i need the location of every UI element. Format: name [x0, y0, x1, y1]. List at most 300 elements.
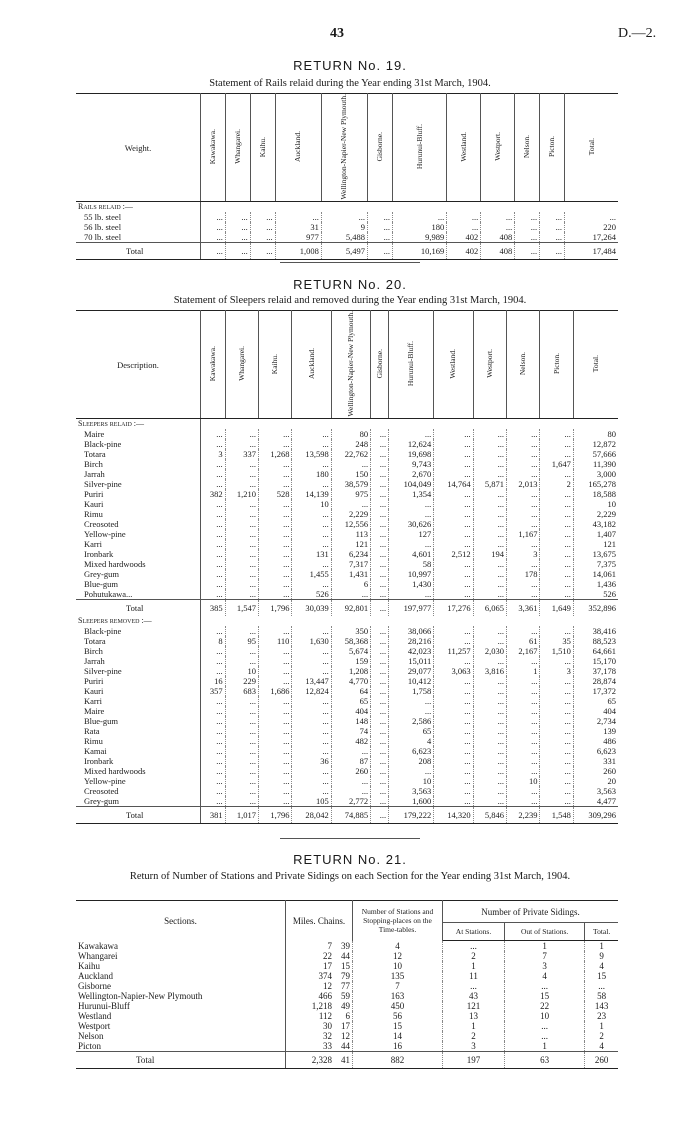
table-cell: ... [225, 549, 258, 559]
return-20-subtitle: Statement of Sleepers relaid and removed during the Year ending 31st March, 1904. [173, 295, 527, 306]
table-cell: ... [473, 766, 506, 776]
table-cell: ... [225, 796, 258, 807]
total-cell: 1 [599, 1021, 604, 1031]
table-cell: ... [225, 746, 258, 756]
table-row [76, 716, 618, 726]
table-cell: ... [434, 626, 473, 636]
table-cell: 28,216 [389, 636, 434, 646]
chains-value: 59 [341, 991, 350, 1001]
table-cell: 17,372 [592, 686, 616, 697]
table-cell: ... [540, 626, 573, 636]
table-cell: 7,375 [596, 559, 616, 570]
table-cell: 2,229 [331, 509, 370, 519]
table-cell: 12,824 [292, 686, 331, 696]
section-name: Kaihu [76, 961, 286, 971]
table-cell: ... [507, 726, 540, 736]
column-header-label: Total. [590, 355, 600, 373]
table-cell: ... [434, 439, 473, 449]
table-cell: 17,276 [434, 600, 473, 617]
column-header-label: Whangarei. [232, 129, 242, 165]
table-cell: 31 [275, 222, 321, 232]
table-cell: ... [515, 222, 540, 232]
empty-cell [507, 419, 540, 430]
table-cell: ... [434, 756, 473, 766]
table-cell: 4 [389, 736, 434, 746]
table-row [76, 549, 618, 559]
total-cell: 58 [597, 991, 607, 1001]
column-header [225, 94, 250, 202]
table-cell: ... [201, 529, 226, 539]
table-cell: 5,497 [321, 243, 367, 260]
table-cell: ... [540, 776, 573, 786]
table-row [76, 726, 618, 736]
table-cell: ... [371, 746, 389, 756]
empty-cell [331, 616, 370, 626]
chains-value: 77 [341, 981, 350, 991]
table-cell: ... [371, 589, 389, 600]
table-cell: ... [473, 469, 506, 479]
table-cell: ... [473, 736, 506, 746]
table-cell: ... [201, 776, 226, 786]
column-header-label: Westland. [458, 131, 468, 162]
table-cell: ... [371, 479, 389, 489]
table-cell: 22,762 [331, 449, 370, 459]
table-cell: ... [292, 509, 331, 519]
table-cell: ... [473, 716, 506, 726]
table-cell: ... [540, 786, 573, 796]
miles-value: 33 [323, 1041, 332, 1051]
table-cell: ... [259, 509, 292, 519]
table-cell: ... [259, 469, 292, 479]
table-cell: ... [540, 449, 573, 459]
empty-cell [225, 202, 250, 213]
table-cell: 2,734 [596, 716, 616, 727]
total-cell: ... [598, 981, 605, 991]
table-cell: ... [225, 479, 258, 489]
table-cell: ... [371, 696, 389, 706]
table-cell: 15,011 [389, 656, 434, 666]
table-cell: ... [259, 716, 292, 726]
table-cell: ... [540, 509, 573, 519]
table-cell: ... [259, 726, 292, 736]
table-cell: ... [371, 459, 389, 469]
table-cell: 1,436 [596, 579, 616, 590]
table-cell: ... [507, 449, 540, 459]
miles-value: 2,328 [311, 1055, 332, 1065]
column-header-label: Picton. [551, 353, 561, 375]
table-cell: 1,686 [259, 686, 292, 696]
table-cell: ... [371, 726, 389, 736]
table-cell: ... [371, 706, 389, 716]
table-cell: 381 [201, 807, 226, 824]
table-cell: ... [389, 539, 434, 549]
table-cell: 12,872 [592, 439, 616, 450]
row-label: Ironbark [76, 756, 201, 766]
table-cell: ... [225, 243, 250, 260]
row-label: Total [76, 243, 201, 260]
sleepers-relaid-section [76, 419, 618, 430]
table-cell: ... [225, 579, 258, 589]
miles-value: 30 [323, 1021, 332, 1031]
table-row [76, 489, 618, 499]
empty-cell [434, 419, 473, 430]
column-header [321, 94, 367, 202]
table-row [76, 941, 618, 952]
out-cell: ... [505, 1021, 585, 1031]
stations-cell: 4 [353, 941, 443, 952]
table-cell: 159 [331, 656, 370, 666]
table-cell: 80 [607, 429, 616, 440]
table-cell: 3,563 [596, 786, 616, 797]
row-label: Black-pine [76, 626, 201, 636]
table-cell: ... [292, 726, 331, 736]
section-name: Gisborne [76, 981, 286, 991]
table-cell: 3 [507, 549, 540, 559]
total-cell: 23 [597, 1011, 607, 1021]
table-cell: ... [434, 726, 473, 736]
section-name: Nelson [76, 1031, 286, 1041]
row-label: Puriri [76, 489, 201, 499]
table-cell: ... [225, 656, 258, 666]
row-label: 56 lb. steel [76, 222, 201, 232]
at-cell: 3 [443, 1041, 505, 1052]
table-cell: ... [225, 696, 258, 706]
table-cell: 4,601 [389, 549, 434, 559]
chains-value: 6 [345, 1011, 350, 1021]
table-cell: 6,623 [389, 746, 434, 756]
column-header [434, 311, 473, 419]
table-cell: 248 [331, 439, 370, 449]
table-cell: ... [371, 519, 389, 529]
table-cell: ... [331, 746, 370, 756]
table-row [76, 212, 618, 222]
table-cell: ... [507, 589, 540, 600]
table-row [76, 449, 618, 459]
table-cell: 6,623 [596, 746, 616, 757]
table-cell: ... [473, 459, 506, 469]
row-label: Maire [76, 706, 201, 716]
table-cell: ... [371, 736, 389, 746]
table-cell: ... [259, 549, 292, 559]
table-cell: ... [481, 222, 515, 232]
table-cell: 2,239 [507, 807, 540, 824]
empty-cell [434, 616, 473, 626]
table-cell: 208 [389, 756, 434, 766]
empty-cell [371, 419, 389, 430]
column-header-label: Wellington-Napier-New Plymouth. [345, 311, 355, 417]
table-cell: 2,030 [473, 646, 506, 656]
table-cell: ... [201, 589, 226, 600]
table-cell: ... [507, 539, 540, 549]
empty-cell [225, 419, 258, 430]
table-cell: ... [507, 626, 540, 636]
table-cell: ... [259, 646, 292, 656]
total-cell: 4 [599, 1041, 604, 1051]
table-cell: ... [447, 212, 481, 222]
table-cell: 683 [225, 686, 258, 696]
table-cell: ... [292, 626, 331, 636]
table-cell: ... [201, 429, 226, 439]
table-cell: ... [225, 232, 250, 243]
table-cell: ... [259, 439, 292, 449]
table-cell: 482 [331, 736, 370, 746]
table-cell: ... [473, 696, 506, 706]
row-label: Rata [76, 726, 201, 736]
table-cell: ... [331, 786, 370, 796]
table-row [76, 439, 618, 449]
table-cell: ... [540, 579, 573, 589]
table-cell: 80 [331, 429, 370, 439]
at-cell: ... [443, 981, 505, 991]
table-cell: ... [371, 807, 389, 824]
table-row [76, 766, 618, 776]
row-label: Karri [76, 696, 201, 706]
table-cell: ... [292, 736, 331, 746]
table-cell: 194 [473, 549, 506, 559]
row-label: Black-pine [76, 439, 201, 449]
table-cell: ... [201, 646, 226, 656]
out-cell: 63 [505, 1052, 585, 1069]
total-cell: 260 [585, 1052, 618, 1069]
miles-chains-cell [286, 971, 353, 981]
table-cell: 408 [481, 243, 515, 260]
table-cell: ... [473, 626, 506, 636]
table-cell: ... [507, 716, 540, 726]
table-cell: ... [201, 222, 226, 232]
table-cell: ... [225, 222, 250, 232]
table-cell: ... [507, 579, 540, 589]
table-cell: 3,816 [473, 666, 506, 676]
table-cell: ... [540, 559, 573, 569]
row-label: Birch [76, 646, 201, 656]
table-cell: ... [507, 766, 540, 776]
table-cell: ... [259, 529, 292, 539]
table-cell: ... [201, 459, 226, 469]
empty-cell [473, 616, 506, 626]
table-cell: ... [259, 479, 292, 489]
stations-cell: 7 [353, 981, 443, 991]
empty-cell [507, 616, 540, 626]
table-cell: ... [507, 459, 540, 469]
table-cell: 260 [331, 766, 370, 776]
table-cell: 104,049 [389, 479, 434, 489]
column-header-label: Total. [586, 138, 596, 156]
table-cell: 229 [225, 676, 258, 686]
at-cell: 43 [443, 991, 505, 1001]
table-row [76, 1001, 618, 1011]
column-header-label: Hurunui-Bluff. [414, 124, 424, 170]
column-header [292, 311, 331, 419]
table-cell: ... [201, 469, 226, 479]
table-cell: ... [371, 636, 389, 646]
table-cell: ... [259, 589, 292, 600]
row-label: Mixed hardwoods [76, 766, 201, 776]
table-cell: ... [225, 766, 258, 776]
out-cell: 1 [505, 941, 585, 952]
table-cell: 14,061 [592, 569, 616, 580]
table-cell: ... [201, 626, 226, 636]
table-cell: 10,169 [392, 243, 446, 260]
table-cell: ... [371, 489, 389, 499]
miles-value: 112 [318, 1011, 332, 1021]
return-20-title: RETURN No. 20. [293, 277, 407, 292]
table-cell: 357 [201, 686, 226, 696]
sections-header: Sections. [76, 901, 286, 941]
table-cell: 385 [201, 600, 226, 617]
table-cell: ... [292, 539, 331, 549]
table-cell: 2,772 [331, 796, 370, 807]
table-cell: ... [201, 569, 226, 579]
description-header: Description. [76, 311, 201, 419]
table-cell: ... [540, 499, 573, 509]
empty-cell [481, 202, 515, 213]
table-cell: ... [331, 776, 370, 786]
table-cell: 74 [331, 726, 370, 736]
column-header-label: Kaihu. [257, 136, 267, 157]
miles-chains-cell [286, 1031, 353, 1041]
return-19-title: RETURN No. 19. [293, 58, 407, 73]
table-row [76, 646, 618, 656]
total-row [76, 243, 618, 260]
table-cell: ... [434, 529, 473, 539]
table-cell: 10,997 [389, 569, 434, 579]
table-row [76, 666, 618, 676]
table-cell: 65 [331, 696, 370, 706]
table-cell: ... [540, 796, 573, 807]
table-cell: 2,670 [389, 469, 434, 479]
table-cell: ... [201, 479, 226, 489]
column-header [201, 311, 226, 419]
table-cell: 148 [331, 716, 370, 726]
total-row [76, 600, 618, 617]
table-cell: ... [225, 646, 258, 656]
table-cell: 3,563 [389, 786, 434, 796]
table-cell: ... [201, 796, 226, 807]
return-19-table [76, 93, 618, 260]
document-reference: D.—2. [618, 26, 657, 41]
table-cell: ... [389, 766, 434, 776]
table-cell: ... [389, 429, 434, 439]
table-cell: 165,278 [588, 479, 616, 490]
row-label: Birch [76, 459, 201, 469]
empty-cell [389, 616, 434, 626]
table-cell: ... [259, 569, 292, 579]
empty-cell [259, 616, 292, 626]
table-cell: ... [507, 706, 540, 716]
table-cell: ... [540, 756, 573, 766]
column-header-label: Picton. [547, 136, 557, 158]
row-label: Maire [76, 429, 201, 439]
table-cell: 486 [603, 736, 616, 747]
table-row [76, 696, 618, 706]
table-cell: 1,758 [389, 686, 434, 696]
divider [280, 262, 420, 263]
row-label: Kauri [76, 686, 201, 696]
chains-value: 41 [341, 1055, 350, 1065]
table-cell: 7,317 [331, 559, 370, 569]
miles-value: 374 [318, 971, 332, 981]
table-cell: ... [473, 786, 506, 796]
table-cell: ... [540, 766, 573, 776]
table-row [76, 796, 618, 807]
column-header [259, 311, 292, 419]
return-21-subtitle: Return of Number of Stations and Private Sidings on each Section for the Year ending 31st March, 1904. [129, 871, 571, 882]
table-cell: ... [368, 232, 393, 243]
table-cell: ... [201, 509, 226, 519]
table-cell: 197,977 [389, 600, 434, 617]
table-cell: ... [371, 529, 389, 539]
table-cell: ... [250, 222, 275, 232]
table-cell: 180 [292, 469, 331, 479]
miles-value: 32 [323, 1031, 332, 1041]
table-row [76, 626, 618, 636]
total-cell: 143 [594, 1001, 609, 1011]
column-header-label: Wellington-Napier-New Plymouth. [339, 94, 349, 200]
row-label: Totara [76, 636, 201, 646]
table-cell: ... [392, 212, 446, 222]
table-cell: 58,368 [331, 636, 370, 646]
at-cell: 11 [443, 971, 505, 981]
table-cell: 65 [389, 726, 434, 736]
row-label: Kauri [76, 499, 201, 509]
table-cell: ... [259, 766, 292, 776]
rails-relaid-section [76, 202, 618, 213]
table-cell: ... [434, 509, 473, 519]
table-cell: 5,674 [331, 646, 370, 656]
miles-chains-cell [286, 961, 353, 971]
table-cell: ... [259, 539, 292, 549]
table-cell: 179,222 [389, 807, 434, 824]
chains-value: 79 [341, 971, 350, 981]
table-cell: 1,548 [540, 807, 573, 824]
table-cell: ... [540, 686, 573, 696]
table-cell: ... [371, 776, 389, 786]
out-cell: 15 [505, 991, 585, 1001]
table-cell: ... [371, 766, 389, 776]
table-cell: 64,661 [592, 646, 616, 657]
table-cell: ... [292, 656, 331, 666]
table-cell: ... [225, 499, 258, 509]
table-cell: 14,139 [292, 489, 331, 499]
table-cell: ... [371, 509, 389, 519]
table-cell: 29,077 [389, 666, 434, 676]
table-cell: 36 [292, 756, 331, 766]
table-cell: ... [507, 559, 540, 569]
table-cell: 1,354 [389, 489, 434, 499]
sleepers-removed-section [76, 616, 618, 626]
table-cell: ... [434, 736, 473, 746]
table-cell: ... [259, 796, 292, 807]
table-cell: ... [473, 746, 506, 756]
table-cell: ... [473, 489, 506, 499]
table-cell: 180 [392, 222, 446, 232]
table-cell: ... [434, 499, 473, 509]
table-cell: ... [540, 232, 565, 243]
table-cell: 382 [201, 489, 226, 499]
empty-cell [368, 202, 393, 213]
table-cell: ... [473, 589, 506, 600]
miles-chains-cell [286, 941, 353, 952]
column-header [368, 94, 393, 202]
table-cell: ... [540, 676, 573, 686]
column-header-label: Westland. [448, 348, 458, 379]
table-row [76, 459, 618, 469]
table-row [76, 539, 618, 549]
row-label: Puriri [76, 676, 201, 686]
table-cell: ... [473, 529, 506, 539]
table-cell: ... [371, 600, 389, 617]
table-cell: ... [292, 746, 331, 756]
